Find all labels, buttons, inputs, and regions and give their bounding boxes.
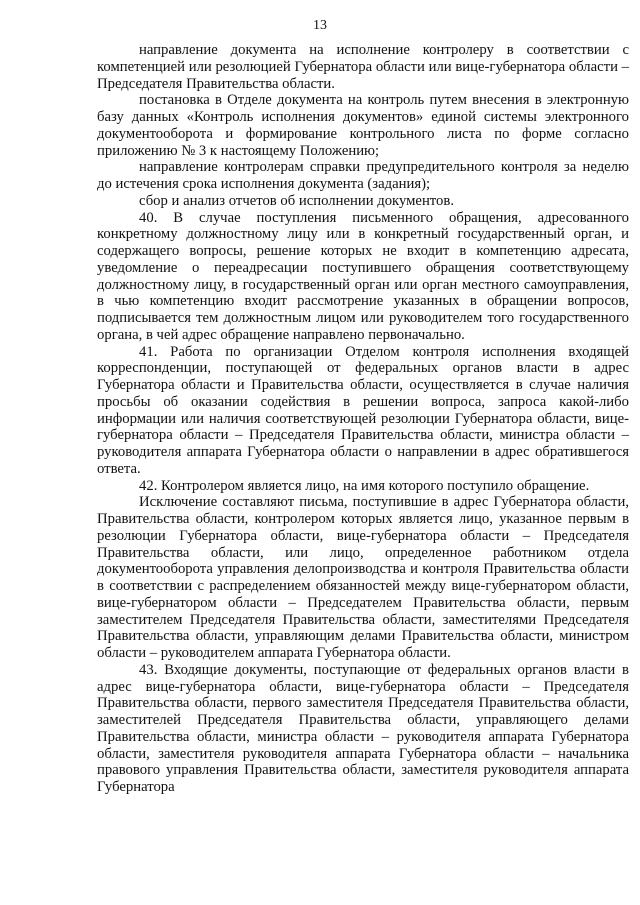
paragraph-report-collection: сбор и анализ отчетов об исполнении документов.	[139, 192, 454, 209]
page-number: 13	[313, 18, 327, 33]
paragraph-warning-notice: направление контролерам справки предупредительного контроля за неделю до истечения срока исполнения документа (задания);	[97, 159, 629, 192]
paragraph-clause-42: 42. Контролером является лицо, на имя которого поступило обращение.	[139, 477, 590, 494]
document-body	[97, 42, 629, 796]
paragraph-clause-43: 43. Входящие документы, поступающие от федеральных органов власти в адрес вице-губернатора области, вице-губернатора области – Председателя Правительства области, первого заместителя Председателя Правительства области, заместителей Председателя Правительства области, управляющего делами Правительства области, министра области – руководителя аппарата Губернатора области, заместителя руководителя аппарата Губернатора области – начальника правового управления Правительства области, заместителя руководителя аппарата Губернатора	[97, 661, 629, 795]
paragraph-registration-control: постановка в Отделе документа на контроль путем внесения в электронную базу данных «Контроль исполнения документов» единой системы электронного документооборота и формирование контрольного листа по форме согласно приложению № 3 к настоящему Положению;	[97, 92, 629, 159]
paragraph-directing-document: направление документа на исполнение контролеру в соответствии с компетенцией или резолюцией Губернатора области или вице-губернатора области – Председателя Правительства области.	[97, 42, 629, 92]
paragraph-clause-40: 40. В случае поступления письменного обращения, адресованного конкретному должностному лицу или в конкретный государственный орган, и содержащего вопросы, решение которых не входит в компетенцию адресата, уведомление о переадресации поступившего обращения соответствующему должностному лицу, в государственный орган или орган местного самоуправления, в чью компетенцию входит рассмотрение указанных в обращении вопросов, подписывается тем должностным лицом или руководителем того государственного органа, в чей адрес обращение направлено первоначально.	[97, 209, 629, 343]
paragraph-clause-41: 41. Работа по организации Отделом контроля исполнения входящей корреспонденции, поступающей от федеральных органов власти в адрес Губернатора области и Правительства области, осуществляется в случае наличия просьбы об оказании содействия в решении вопроса, запроса какой-либо информации или наличия соответствующей резолюции Губернатора области, вице-губернатора области – Председателя Правительства области, министра области – руководителя аппарата Губернатора области о направлении в адрес обратившегося ответа.	[97, 343, 629, 477]
paragraph-exception: Исключение составляют письма, поступившие в адрес Губернатора области, Правительства области, контролером которых является лицо, указанное первым в резолюции Губернатора области, вице-губернатора области – Председателя Правительства области, или лицо, определенное работником отдела документооборота управления делопроизводства и контроля Правительства области в соответствии с распределением обязанностей между вице-губернатором области, вице-губернатором области – Председателем Правительства области, первым заместителем Председателя Правительства области, заместителями Председателя Правительства области, управляющим делами Правительства области, министром области – руководителем аппарата Губернатора области.	[97, 494, 629, 661]
